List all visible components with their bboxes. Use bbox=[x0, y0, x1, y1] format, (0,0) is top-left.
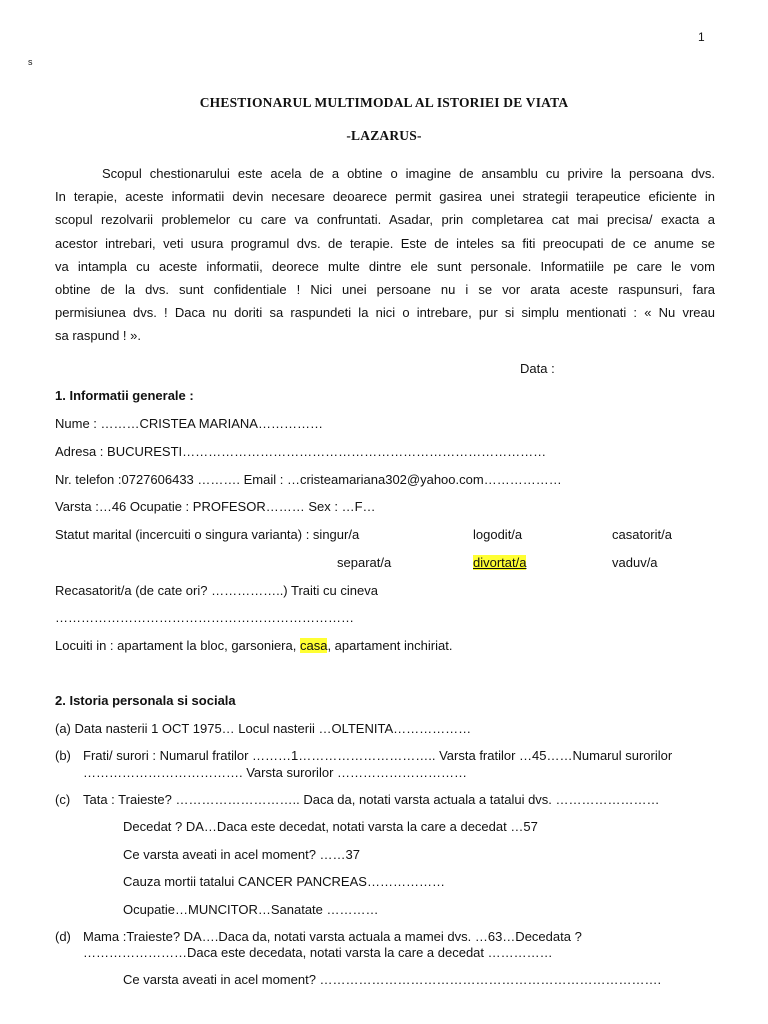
field-data-nasterii: (a) Data nasterii 1 OCT 1975… Locul nasterii …OLTENITA……………… bbox=[55, 721, 472, 736]
option-logodit: logodit/a bbox=[473, 527, 523, 542]
option-divortat-selected bbox=[473, 555, 526, 570]
dotted-line: …………………………………………………………… bbox=[55, 610, 354, 625]
option-casatorit: casatorit/a bbox=[612, 527, 672, 542]
field-tata-varsta-moment: Ce varsta aveati in acel moment? ……37 bbox=[123, 847, 360, 862]
intro-line: In terapie, aceste informatii devin necesare deoarece permit gasirea unei strategii terapeutice eficiente in bbox=[55, 189, 715, 205]
divortat-highlight: divortat/a bbox=[473, 555, 527, 570]
field-tata-ocupatie: Ocupatie…MUNCITOR…Sanatate ………… bbox=[123, 902, 379, 917]
option-separat: separat/a bbox=[337, 555, 392, 570]
locuinta-suffix: , apartament inchiriat. bbox=[327, 638, 453, 653]
locuinta-casa-highlight: casa bbox=[299, 638, 328, 653]
field-frati-surori: Frati/ surori : Numarul fratilor ………1………………………….. Varsta fratilor …45……Numarul surorilor bbox=[83, 748, 673, 763]
section1-heading: 1. Informatii generale : bbox=[55, 388, 194, 403]
field-recasatorit: Recasatorit/a (de cate ori? ……………..) Traiti cu cineva bbox=[55, 583, 378, 598]
field-tata-decedat: Decedat ? DA…Daca este decedat, notati varsta la care a decedat …57 bbox=[123, 819, 538, 834]
field-mama: Mama :Traieste? DA….Daca da, notati varsta actuala a mamei dvs. …63…Decedata ? bbox=[83, 929, 582, 944]
section2-heading: 2. Istoria personala si sociala bbox=[55, 693, 236, 708]
field-locuinta bbox=[55, 638, 452, 653]
date-label: Data : bbox=[520, 361, 555, 376]
field-varsta-ocupatie-sex: Varsta :…46 Ocupatie : PROFESOR……… Sex : …F… bbox=[55, 499, 376, 514]
field-varsta-surorilor: ………………………………. Varsta surorilor ………………………… bbox=[83, 765, 468, 780]
intro-line: va intampla cu aceste informatii, deorece multe dintre ele sunt personale. Informatiile pe care le vom bbox=[55, 258, 715, 274]
statut-marital-label: Statut marital (incercuiti o singura varianta) : singur/a bbox=[55, 527, 360, 542]
intro-line: sa raspund ! ». bbox=[55, 328, 141, 344]
locuinta-prefix: Locuiti in : apartament la bloc, garsoniera, bbox=[55, 638, 300, 653]
field-adresa: Adresa : BUCURESTI………………………………………………………………………… bbox=[55, 444, 547, 459]
document-title: CHESTIONARUL MULTIMODAL AL ISTORIEI DE VIATA bbox=[199, 95, 569, 110]
field-tata-cauza: Cauza mortii tatalui CANCER PANCREAS……………… bbox=[123, 874, 445, 889]
intro-line: scopul rezolvarii problemelor cu care va confruntati. Asadar, prin completarea cat mai precisa/ exacta a bbox=[55, 212, 715, 228]
intro-line: permisiunea dvs. ! Daca nu doriti sa raspundeti la nici o intrebare, pur si simplu mentionati : « Nu vreau bbox=[55, 305, 715, 321]
item-c-label: (c) bbox=[55, 792, 71, 807]
field-mama-decedata: ……………………Daca este decedata, notati varsta la care a decedat …………… bbox=[83, 945, 553, 960]
document-subtitle: -LAZARUS- bbox=[346, 128, 422, 143]
item-d-label: (d) bbox=[55, 929, 71, 944]
intro-line: acestor intrebari, veti usura programul dvs. de terapie. Este de inteles sa fiti preocupati de ce anume se bbox=[55, 235, 715, 251]
field-telefon-email: Nr. telefon :0727606433 ………. Email : …cristeamariana302@yahoo.com……………… bbox=[55, 472, 562, 487]
field-tata: Tata : Traieste? ……………………….. Daca da, notati varsta actuala a tatalui dvs. …………………… bbox=[83, 792, 660, 807]
intro-paragraph bbox=[55, 162, 715, 348]
intro-line: Scopul chestionarului este acela de a obtine o imagine de ansamblu cu privire la persoana dvs. bbox=[102, 166, 715, 181]
intro-line: obtine de la dvs. sunt confidentiale ! Nici unei persoane nu i se vor arata aceste raspunsuri, fara bbox=[55, 281, 715, 297]
corner-mark: s bbox=[28, 57, 33, 67]
field-mama-varsta-moment: Ce varsta aveati in acel moment? ……………………………………………………………………. bbox=[123, 972, 662, 987]
option-vaduv: vaduv/a bbox=[612, 555, 658, 570]
field-nume: Nume : ………CRISTEA MARIANA…………… bbox=[55, 416, 323, 431]
item-b-label: (b) bbox=[55, 748, 71, 763]
page-number: 1 bbox=[698, 30, 705, 44]
